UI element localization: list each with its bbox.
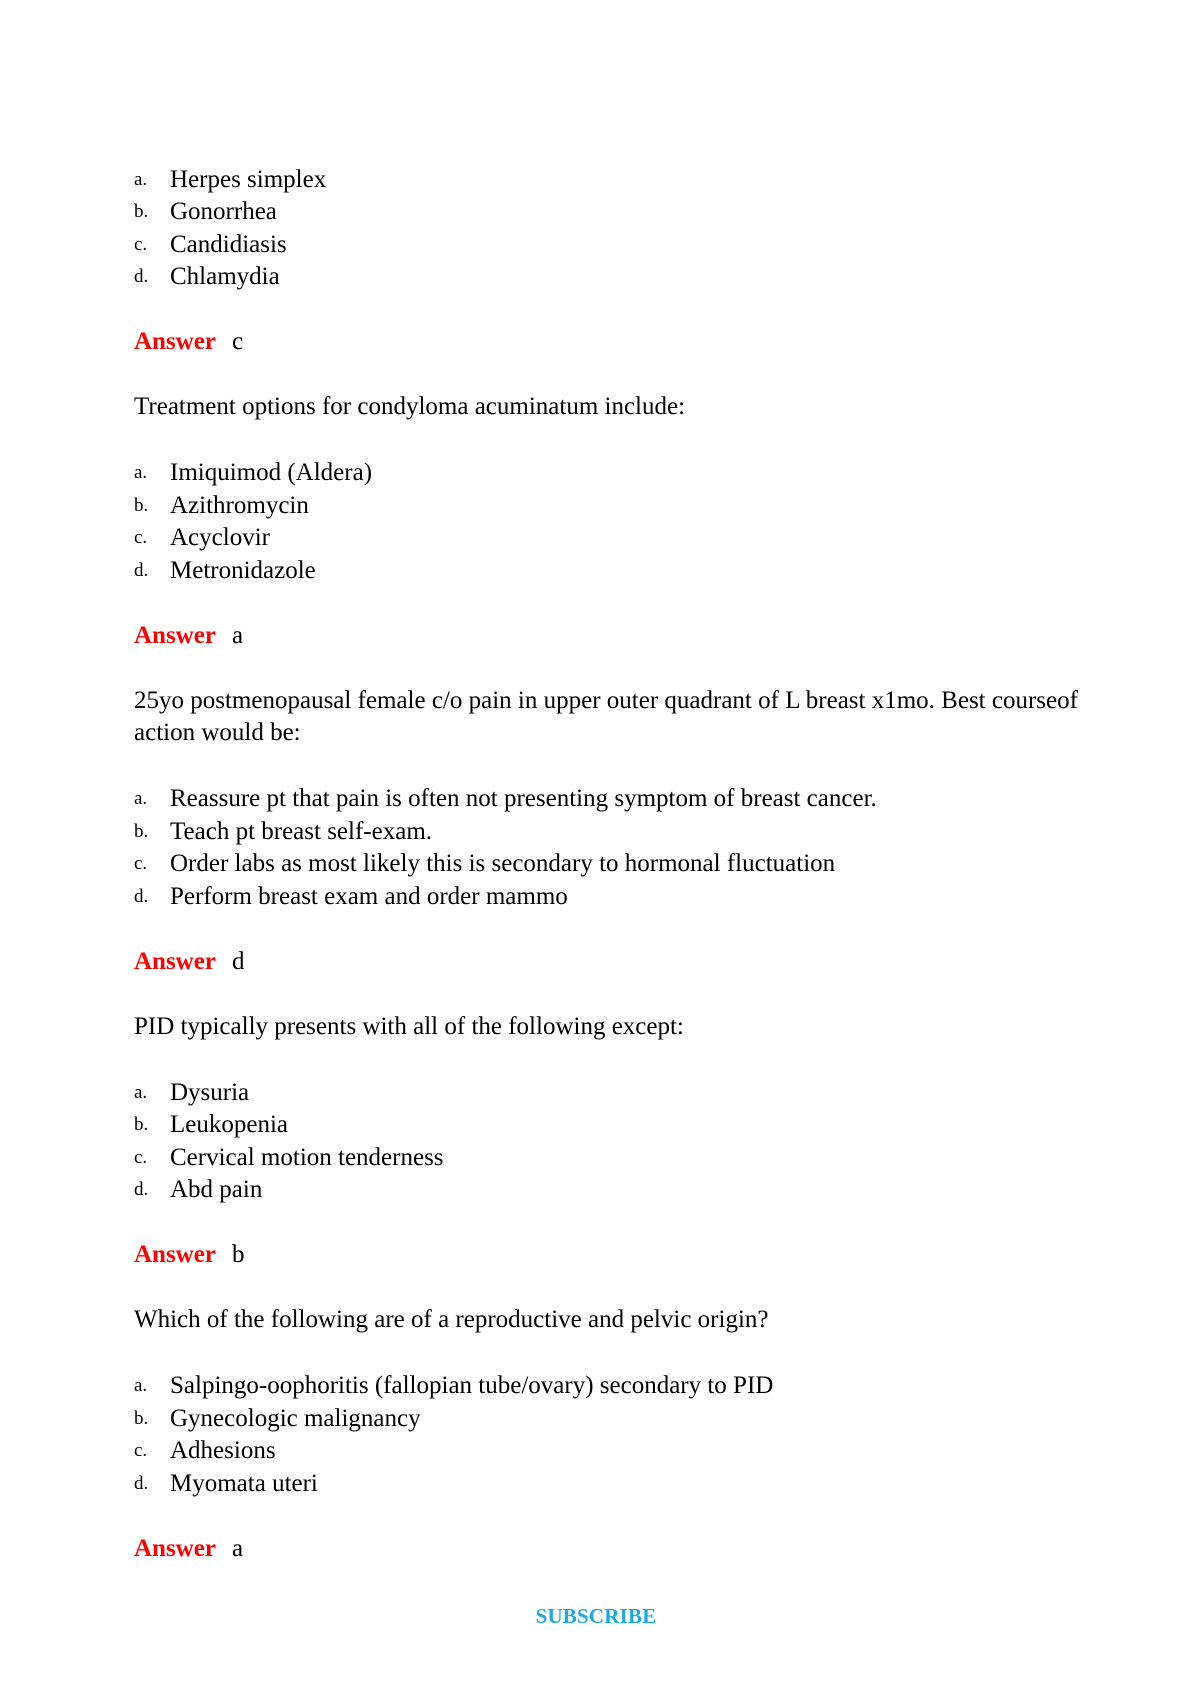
- option-text: Salpingo-oophoritis (fallopian tube/ovary) secondary to PID: [170, 1372, 774, 1400]
- question-text: PID typically presents with all of the following except:: [134, 1012, 684, 1040]
- question-block: [134, 391, 1134, 652]
- option-letter: b.: [134, 494, 149, 516]
- option-letter: b.: [134, 820, 149, 842]
- option-item: [134, 228, 1134, 261]
- options-list: [134, 163, 1134, 293]
- question-text: 25yo postmenopausal female c/o pain in upper outer quadrant of L breast x1mo. Best courseof action would be:: [134, 686, 1078, 746]
- option-letter: d.: [134, 885, 149, 907]
- option-letter: c.: [134, 527, 148, 549]
- option-text: Perform breast exam and order mammo: [170, 882, 568, 910]
- option-text: Cervical motion tenderness: [170, 1143, 444, 1171]
- option-item: [134, 554, 1134, 587]
- option-text: Dysuria: [170, 1078, 250, 1106]
- option-text: Leukopenia: [170, 1111, 289, 1139]
- option-item: [134, 1141, 1134, 1174]
- question-block: [134, 1304, 1134, 1565]
- option-item: [134, 1467, 1134, 1500]
- question-block: [134, 1011, 1134, 1272]
- option-letter: d.: [134, 1179, 149, 1201]
- option-item: [134, 848, 1134, 881]
- option-letter: d.: [134, 559, 149, 581]
- answer-value: b: [231, 1241, 245, 1268]
- question-block: [134, 685, 1134, 978]
- option-letter: c.: [134, 233, 148, 255]
- answer-line: [134, 620, 1134, 652]
- options-list: [134, 457, 1134, 587]
- option-item: [134, 196, 1134, 229]
- answer-line: [134, 326, 1134, 358]
- option-item: [134, 815, 1134, 848]
- option-text: Candidiasis: [170, 230, 287, 258]
- option-letter: a.: [134, 1375, 148, 1397]
- option-item: [134, 457, 1134, 490]
- answer-value: a: [231, 621, 244, 649]
- option-item: [134, 1174, 1134, 1207]
- option-letter: d.: [134, 266, 149, 288]
- answer-label: Answer: [134, 621, 216, 649]
- option-item: [134, 783, 1134, 816]
- option-letter: b.: [134, 1114, 149, 1136]
- option-text: Chlamydia: [170, 263, 280, 291]
- option-letter: c.: [134, 853, 148, 875]
- option-item: [134, 1370, 1134, 1403]
- option-item: [134, 1402, 1134, 1435]
- answer-line: [134, 1533, 1134, 1565]
- option-item: [134, 1109, 1134, 1142]
- option-letter: a.: [134, 788, 148, 810]
- options-list: [134, 1370, 1134, 1500]
- answer-label: Answer: [134, 1241, 216, 1268]
- option-text: Myomata uteri: [170, 1469, 318, 1497]
- quiz-content: [134, 163, 1134, 1598]
- option-item: [134, 1076, 1134, 1109]
- option-text: Imiquimod (Aldera): [170, 459, 373, 487]
- option-item: [134, 1435, 1134, 1468]
- option-item: [134, 489, 1134, 522]
- option-text: Herpes simplex: [170, 165, 327, 193]
- option-text: Gynecologic malignancy: [170, 1404, 421, 1432]
- option-text: Teach pt breast self-exam.: [170, 817, 433, 845]
- option-item: [134, 163, 1134, 196]
- option-text: Acyclovir: [170, 524, 270, 552]
- options-list: [134, 1076, 1134, 1206]
- option-item: [134, 522, 1134, 555]
- subscribe-link[interactable]: SUBSCRIBE: [535, 1604, 657, 1628]
- option-item: [134, 880, 1134, 913]
- answer-value: c: [231, 328, 244, 355]
- option-letter: c.: [134, 1146, 148, 1168]
- option-text: Reassure pt that pain is often not presenting symptom of breast cancer.: [170, 785, 877, 813]
- option-item: [134, 261, 1134, 294]
- options-list: [134, 783, 1134, 913]
- option-text: Order labs as most likely this is secondary to hormonal fluctuation: [170, 850, 836, 878]
- option-letter: a.: [134, 462, 148, 484]
- answer-value: d: [231, 947, 245, 975]
- answer-label: Answer: [134, 328, 216, 355]
- question-text: Treatment options for condyloma acuminatum include:: [134, 393, 686, 420]
- option-text: Azithromycin: [170, 491, 309, 519]
- option-letter: b.: [134, 201, 149, 223]
- option-letter: b.: [134, 1407, 149, 1429]
- option-text: Adhesions: [170, 1437, 276, 1465]
- option-letter: d.: [134, 1472, 149, 1494]
- option-text: Gonorrhea: [170, 198, 277, 226]
- option-letter: c.: [134, 1440, 148, 1462]
- answer-label: Answer: [134, 947, 216, 975]
- answer-value: a: [231, 1534, 244, 1562]
- answer-line: [134, 1239, 1134, 1271]
- option-letter: a.: [134, 1081, 148, 1103]
- question-block: [134, 163, 1134, 358]
- answer-label: Answer: [134, 1534, 216, 1562]
- option-text: Metronidazole: [170, 556, 316, 584]
- question-text: Which of the following are of a reproductive and pelvic origin?: [134, 1306, 769, 1333]
- option-letter: a.: [134, 168, 148, 190]
- answer-line: [134, 946, 1134, 978]
- option-text: Abd pain: [170, 1176, 263, 1204]
